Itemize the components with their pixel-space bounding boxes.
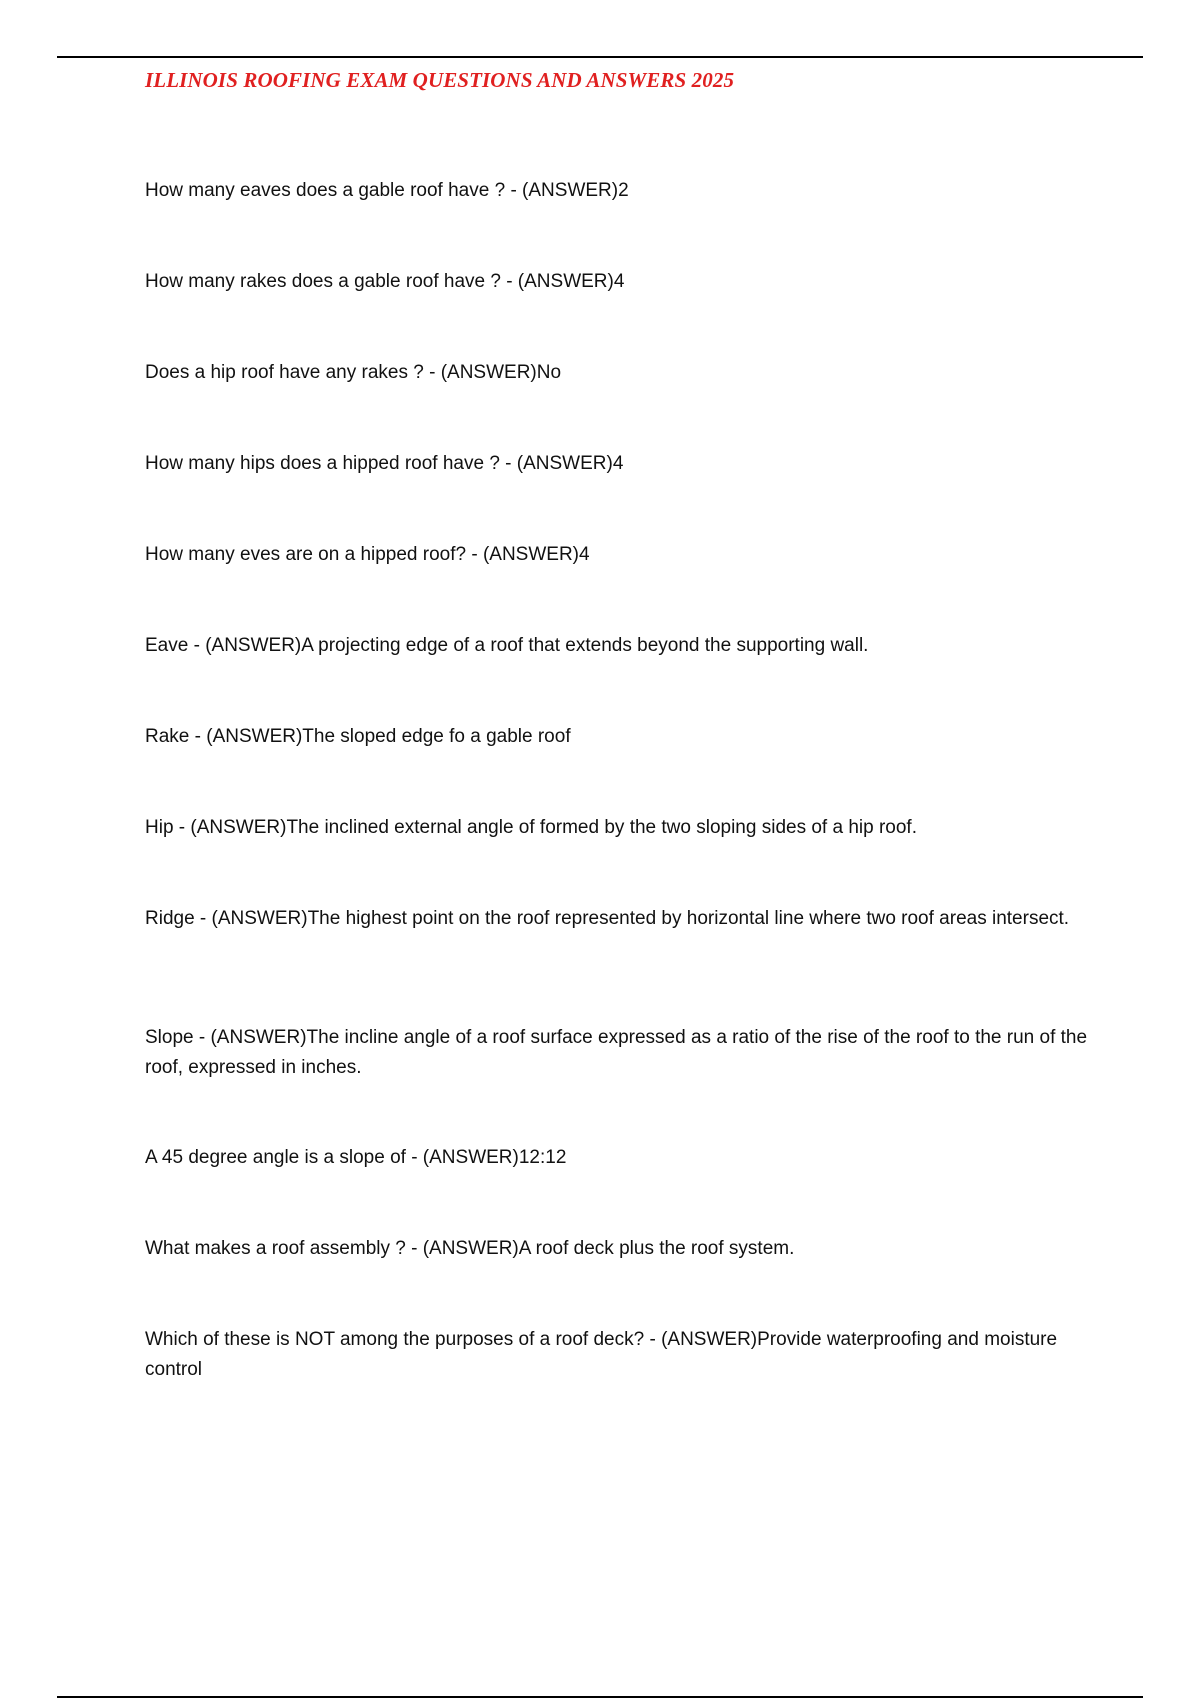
qa-item: How many eaves does a gable roof have ? - (ANSWER)2	[145, 180, 629, 201]
bottom-rule	[57, 1696, 1143, 1698]
qa-item: How many eves are on a hipped roof? - (ANSWER)4	[145, 544, 590, 565]
top-rule	[57, 56, 1143, 58]
qa-item: A 45 degree angle is a slope of - (ANSWER)12:12	[145, 1147, 567, 1168]
qa-item: How many rakes does a gable roof have ? - (ANSWER)4	[145, 271, 625, 292]
qa-item: Eave - (ANSWER)A projecting edge of a roof that extends beyond the supporting wall.	[145, 635, 869, 656]
document-title: ILLINOIS ROOFING EXAM QUESTIONS AND ANSWERS 2025	[145, 68, 735, 92]
qa-item: Hip - (ANSWER)The inclined external angle of formed by the two sloping sides of a hip roof.	[145, 817, 917, 838]
qa-item: Ridge - (ANSWER)The highest point on the roof represented by horizontal line where two roof areas intersect.	[145, 908, 1070, 929]
qa-item: Slope - (ANSWER)The incline angle of a roof surface expressed as a ratio of the rise of the roof to the run of the roof, expressed in inches.	[145, 1027, 1088, 1078]
qa-item: Rake - (ANSWER)The sloped edge fo a gable roof	[145, 726, 571, 747]
qa-item: What makes a roof assembly ? - (ANSWER)A roof deck plus the roof system.	[145, 1238, 795, 1259]
qa-item: Which of these is NOT among the purposes of a roof deck? - (ANSWER)Provide waterproofing and moisture control	[145, 1329, 1058, 1380]
qa-item: How many hips does a hipped roof have ? - (ANSWER)4	[145, 453, 624, 474]
qa-item: Does a hip roof have any rakes ? - (ANSWER)No	[145, 362, 562, 383]
